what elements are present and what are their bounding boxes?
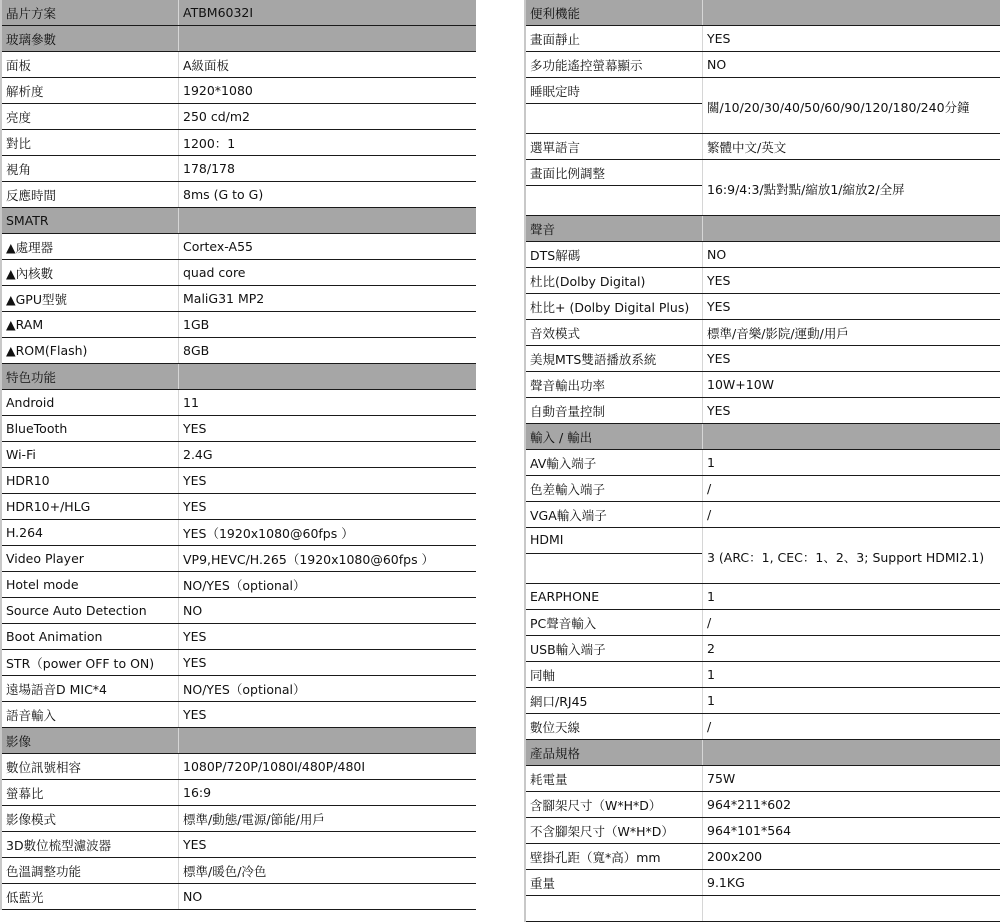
spec-row xyxy=(525,78,1000,134)
spec-label xyxy=(1,780,179,806)
spec-row xyxy=(1,624,476,650)
section-header-row xyxy=(525,740,1000,766)
spec-value: 標準/暖色/冷色 xyxy=(179,858,477,884)
spec-value: NO xyxy=(703,52,1000,78)
spec-value: NO xyxy=(179,884,477,910)
spec-value: 8ms (G to G) xyxy=(179,182,477,208)
spec-label xyxy=(1,52,179,78)
spec-value: NO xyxy=(179,598,477,624)
spec-row xyxy=(1,676,476,702)
spec-value: YES xyxy=(179,624,477,650)
spec-row xyxy=(525,320,1000,346)
spec-value: 75W xyxy=(703,766,1000,792)
spec-row xyxy=(525,870,1000,896)
spec-row xyxy=(525,896,1000,922)
label-text: 畫面比例調整 xyxy=(530,166,605,181)
spec-label xyxy=(1,598,179,624)
label-text: 便利機能 xyxy=(530,6,580,21)
label-text: HDR10 xyxy=(6,473,50,488)
spec-row xyxy=(1,286,476,312)
spec-value: 250 cd/m2 xyxy=(179,104,477,130)
spec-row xyxy=(1,702,476,728)
spec-value: 1 xyxy=(703,450,1000,476)
spec-value: YES xyxy=(703,268,1000,294)
section-title xyxy=(1,0,179,26)
spec-label xyxy=(525,160,703,216)
label-text: 亮度 xyxy=(6,110,31,125)
spec-row xyxy=(525,528,1000,584)
spec-label xyxy=(525,528,703,584)
spec-value: 1 xyxy=(703,688,1000,714)
section-title xyxy=(1,26,179,52)
spec-value: 10W+10W xyxy=(703,372,1000,398)
spec-label xyxy=(1,390,179,416)
section-title xyxy=(1,208,179,234)
spec-row xyxy=(525,584,1000,610)
spec-label xyxy=(525,450,703,476)
label-text: 同軸 xyxy=(530,668,555,683)
section-header-row xyxy=(1,0,476,26)
spec-value xyxy=(179,208,477,234)
spec-row xyxy=(525,714,1000,740)
spec-label xyxy=(1,858,179,884)
label-text: 選單語言 xyxy=(530,140,580,155)
spec-label xyxy=(1,624,179,650)
spec-label xyxy=(525,636,703,662)
label-text: 語音輸入 xyxy=(6,708,56,723)
spec-label xyxy=(1,832,179,858)
spec-label xyxy=(525,78,703,134)
label-text: 螢幕比 xyxy=(6,786,44,801)
spec-row xyxy=(525,134,1000,160)
row-divider xyxy=(526,185,703,186)
spec-label xyxy=(1,286,179,312)
spec-row xyxy=(1,780,476,806)
spec-label xyxy=(525,714,703,740)
label-text: 面板 xyxy=(6,58,31,73)
spec-value xyxy=(179,364,477,390)
spec-row xyxy=(525,688,1000,714)
label-text: BlueTooth xyxy=(6,421,67,436)
label-text: SMATR xyxy=(6,213,49,228)
label-text: 影像 xyxy=(6,734,31,749)
spec-label xyxy=(525,242,703,268)
label-text: 色差輸入端子 xyxy=(530,482,605,497)
spec-value: 1 xyxy=(703,662,1000,688)
spec-value: 2 xyxy=(703,636,1000,662)
spec-value: 964*211*602 xyxy=(703,792,1000,818)
spec-row xyxy=(1,442,476,468)
spec-value: / xyxy=(703,502,1000,528)
spec-row xyxy=(525,398,1000,424)
spec-value: 繁體中文/英文 xyxy=(703,134,1000,160)
spec-row xyxy=(1,806,476,832)
label-text: ▲RAM xyxy=(6,317,43,332)
label-text: 多功能遙控螢幕顯示 xyxy=(530,58,643,73)
spec-row xyxy=(1,338,476,364)
spec-table-left xyxy=(0,0,476,910)
spec-value: / xyxy=(703,610,1000,636)
label-text: 美規MTS雙語播放系統 xyxy=(530,352,656,367)
label-text: 數位訊號相容 xyxy=(6,760,81,775)
spec-row xyxy=(1,104,476,130)
spec-row xyxy=(525,662,1000,688)
label-text: 產品規格 xyxy=(530,746,580,761)
spec-row xyxy=(1,312,476,338)
spec-label xyxy=(525,870,703,896)
spec-label xyxy=(1,702,179,728)
spec-value xyxy=(703,0,1000,26)
spec-label xyxy=(1,468,179,494)
spec-value xyxy=(703,896,1000,922)
label-text: USB輸入端子 xyxy=(530,642,606,657)
label-text: 反應時間 xyxy=(6,188,56,203)
spec-label xyxy=(525,818,703,844)
spec-row xyxy=(1,650,476,676)
spec-value: 2.4G xyxy=(179,442,477,468)
spec-value: 8GB xyxy=(179,338,477,364)
spec-row xyxy=(1,494,476,520)
spec-value: YES xyxy=(179,832,477,858)
label-text: 聲音 xyxy=(530,222,555,237)
spec-label xyxy=(1,338,179,364)
spec-label xyxy=(1,416,179,442)
spec-value: quad core xyxy=(179,260,477,286)
spec-value: 964*101*564 xyxy=(703,818,1000,844)
spec-label xyxy=(1,182,179,208)
spec-row xyxy=(525,476,1000,502)
spec-row xyxy=(1,546,476,572)
spec-row xyxy=(1,52,476,78)
label-text: Hotel mode xyxy=(6,577,79,592)
spec-label xyxy=(1,442,179,468)
spec-value: YES（1920x1080@60fps ） xyxy=(179,520,477,546)
spec-label xyxy=(1,650,179,676)
spec-row xyxy=(525,450,1000,476)
spec-value: 11 xyxy=(179,390,477,416)
label-text: 影像模式 xyxy=(6,812,56,827)
spec-value: MaliG31 MP2 xyxy=(179,286,477,312)
spec-value: 200x200 xyxy=(703,844,1000,870)
label-text: AV輸入端子 xyxy=(530,456,596,471)
spec-row xyxy=(1,130,476,156)
spec-value: VP9,HEVC/H.265（1920x1080@60fps ） xyxy=(179,546,477,572)
spec-value: A級面板 xyxy=(179,52,477,78)
spec-row xyxy=(1,78,476,104)
spec-label xyxy=(525,134,703,160)
spec-label xyxy=(525,688,703,714)
spec-label xyxy=(525,502,703,528)
label-text: 特色功能 xyxy=(6,370,56,385)
spec-label xyxy=(1,312,179,338)
label-text: 視角 xyxy=(6,162,31,177)
label-text: 色溫調整功能 xyxy=(6,864,81,879)
spec-row xyxy=(1,260,476,286)
spec-label xyxy=(1,104,179,130)
spec-value: 標準/動態/電源/節能/用戶 xyxy=(179,806,477,832)
spec-row xyxy=(1,416,476,442)
spec-label xyxy=(525,294,703,320)
spec-value: YES xyxy=(179,468,477,494)
section-title xyxy=(525,740,703,766)
label-text: Video Player xyxy=(6,551,84,566)
spec-row xyxy=(1,754,476,780)
spec-table-right xyxy=(524,0,1000,922)
label-text: VGA輸入端子 xyxy=(530,508,607,523)
spec-label xyxy=(525,610,703,636)
label-text: STR（power OFF to ON) xyxy=(6,656,154,671)
spec-value xyxy=(179,26,477,52)
spec-label xyxy=(1,130,179,156)
label-text: 杜比(Dolby Digital) xyxy=(530,274,645,289)
spec-value: 1 xyxy=(703,584,1000,610)
spec-value: YES xyxy=(179,702,477,728)
spec-value: NO/YES（optional） xyxy=(179,676,477,702)
label-text: PC聲音輸入 xyxy=(530,616,596,631)
spec-row xyxy=(525,636,1000,662)
section-title xyxy=(1,728,179,754)
spec-value: 關/10/20/30/40/50/60/90/120/180/240分鐘 xyxy=(703,78,1000,134)
label-text: 玻璃參數 xyxy=(6,32,56,47)
section-header-row xyxy=(1,208,476,234)
spec-value: 標準/音樂/影院/運動/用戶 xyxy=(703,320,1000,346)
spec-row xyxy=(1,468,476,494)
spec-row xyxy=(1,884,476,910)
spec-label xyxy=(525,896,703,922)
section-title xyxy=(525,0,703,26)
spec-value: YES xyxy=(703,26,1000,52)
label-text: 壁掛孔距（寬*高）mm xyxy=(530,850,661,865)
label-text: 晶片方案 xyxy=(6,6,56,21)
spec-value: 16:9 xyxy=(179,780,477,806)
spec-value: YES xyxy=(179,650,477,676)
row-divider xyxy=(526,103,703,104)
label-text: ▲GPU型號 xyxy=(6,292,67,307)
section-header-row xyxy=(1,364,476,390)
spec-value: NO/YES（optional） xyxy=(179,572,477,598)
label-text: 含腳架尺寸（W*H*D） xyxy=(530,798,661,813)
label-text: Android xyxy=(6,395,54,410)
spec-label xyxy=(525,320,703,346)
spec-value: YES xyxy=(179,494,477,520)
spec-value: YES xyxy=(179,416,477,442)
spec-row xyxy=(525,346,1000,372)
spec-table-right-body xyxy=(525,0,1000,922)
spec-value xyxy=(179,728,477,754)
label-text: DTS解碼 xyxy=(530,248,580,263)
spec-label xyxy=(1,78,179,104)
spec-value: YES xyxy=(703,346,1000,372)
section-title xyxy=(525,424,703,450)
label-text: 輸入 / 輸出 xyxy=(530,430,592,445)
spec-row xyxy=(525,372,1000,398)
spec-row xyxy=(525,844,1000,870)
label-text: 重量 xyxy=(530,876,555,891)
spec-label xyxy=(525,766,703,792)
section-header-row xyxy=(1,26,476,52)
label-text: HDR10+/HLG xyxy=(6,499,90,514)
label-text: 聲音輸出功率 xyxy=(530,378,605,393)
label-text: 遠場語音D MIC*4 xyxy=(6,682,107,697)
spec-label xyxy=(525,372,703,398)
label-text: 數位天線 xyxy=(530,720,580,735)
spec-row xyxy=(1,572,476,598)
spec-label xyxy=(1,494,179,520)
spec-value: 3 (ARC：1, CEC：1、2、3; Support HDMI2.1) xyxy=(703,528,1000,584)
label-text: H.264 xyxy=(6,525,43,540)
spec-value: / xyxy=(703,714,1000,740)
spec-label xyxy=(525,398,703,424)
spec-label xyxy=(525,662,703,688)
spec-value xyxy=(703,216,1000,242)
spec-value: / xyxy=(703,476,1000,502)
label-text: 對比 xyxy=(6,136,31,151)
section-header-row xyxy=(1,728,476,754)
label-text: 解析度 xyxy=(6,84,44,99)
spec-row xyxy=(1,598,476,624)
label-text: ▲ROM(Flash) xyxy=(6,343,87,358)
spec-value: 16:9/4:3/點對點/縮放1/縮放2/全屏 xyxy=(703,160,1000,216)
spec-row xyxy=(525,268,1000,294)
spec-label xyxy=(1,520,179,546)
spec-value: 9.1KG xyxy=(703,870,1000,896)
section-header-row xyxy=(525,216,1000,242)
spec-value xyxy=(703,424,1000,450)
spec-value: YES xyxy=(703,398,1000,424)
spec-row xyxy=(1,156,476,182)
spec-value: ATBM6032I xyxy=(179,0,477,26)
spec-label xyxy=(1,260,179,286)
spec-label xyxy=(1,156,179,182)
label-text: 杜比+ (Dolby Digital Plus) xyxy=(530,300,689,315)
label-text: 3D數位梳型濾波器 xyxy=(6,838,111,853)
spec-row xyxy=(525,792,1000,818)
spec-row xyxy=(525,502,1000,528)
label-text: Wi-Fi xyxy=(6,447,36,462)
spec-row xyxy=(525,294,1000,320)
spec-row xyxy=(525,242,1000,268)
spec-label xyxy=(1,676,179,702)
label-text: Boot Animation xyxy=(6,629,102,644)
spec-row xyxy=(1,234,476,260)
spec-label xyxy=(525,792,703,818)
spec-value: 1920*1080 xyxy=(179,78,477,104)
label-text: Source Auto Detection xyxy=(6,603,147,618)
spec-row xyxy=(525,610,1000,636)
label-text: 畫面靜止 xyxy=(530,32,580,47)
spec-value: 1200：1 xyxy=(179,130,477,156)
spec-row xyxy=(1,182,476,208)
section-header-row xyxy=(525,0,1000,26)
spec-row xyxy=(525,766,1000,792)
label-text: 睡眠定時 xyxy=(530,84,580,99)
spec-value xyxy=(703,740,1000,766)
spec-label xyxy=(525,476,703,502)
spec-label xyxy=(525,268,703,294)
label-text: 低藍光 xyxy=(6,890,44,905)
spec-row xyxy=(525,52,1000,78)
spec-row xyxy=(525,160,1000,216)
spec-value: YES xyxy=(703,294,1000,320)
label-text: HDMI xyxy=(530,532,564,547)
spec-value: Cortex-A55 xyxy=(179,234,477,260)
label-text: 網口/RJ45 xyxy=(530,694,588,709)
spec-label xyxy=(1,234,179,260)
spec-row xyxy=(1,832,476,858)
spec-value: 1080P/720P/1080I/480P/480I xyxy=(179,754,477,780)
section-header-row xyxy=(525,424,1000,450)
label-text: ▲內核數 xyxy=(6,266,53,281)
spec-row xyxy=(1,390,476,416)
spec-label xyxy=(525,52,703,78)
spec-row xyxy=(525,26,1000,52)
spec-table-left-body xyxy=(1,0,476,910)
spec-label xyxy=(525,346,703,372)
section-title xyxy=(525,216,703,242)
spec-label xyxy=(1,754,179,780)
label-text: EARPHONE xyxy=(530,589,599,604)
label-text: 自動音量控制 xyxy=(530,404,605,419)
spec-label xyxy=(1,806,179,832)
spec-row xyxy=(525,818,1000,844)
spec-label xyxy=(1,572,179,598)
spec-value: 178/178 xyxy=(179,156,477,182)
spec-value: 1GB xyxy=(179,312,477,338)
spec-label xyxy=(525,26,703,52)
label-text: 音效模式 xyxy=(530,326,580,341)
spec-value: NO xyxy=(703,242,1000,268)
spec-label xyxy=(525,844,703,870)
spec-row xyxy=(1,520,476,546)
spec-label xyxy=(1,546,179,572)
section-title xyxy=(1,364,179,390)
label-text: ▲處理器 xyxy=(6,240,53,255)
spec-row xyxy=(1,858,476,884)
row-divider xyxy=(526,553,703,554)
spec-label xyxy=(1,884,179,910)
label-text: 不含腳架尺寸（W*H*D） xyxy=(530,824,674,839)
spec-label xyxy=(525,584,703,610)
label-text: 耗電量 xyxy=(530,772,568,787)
